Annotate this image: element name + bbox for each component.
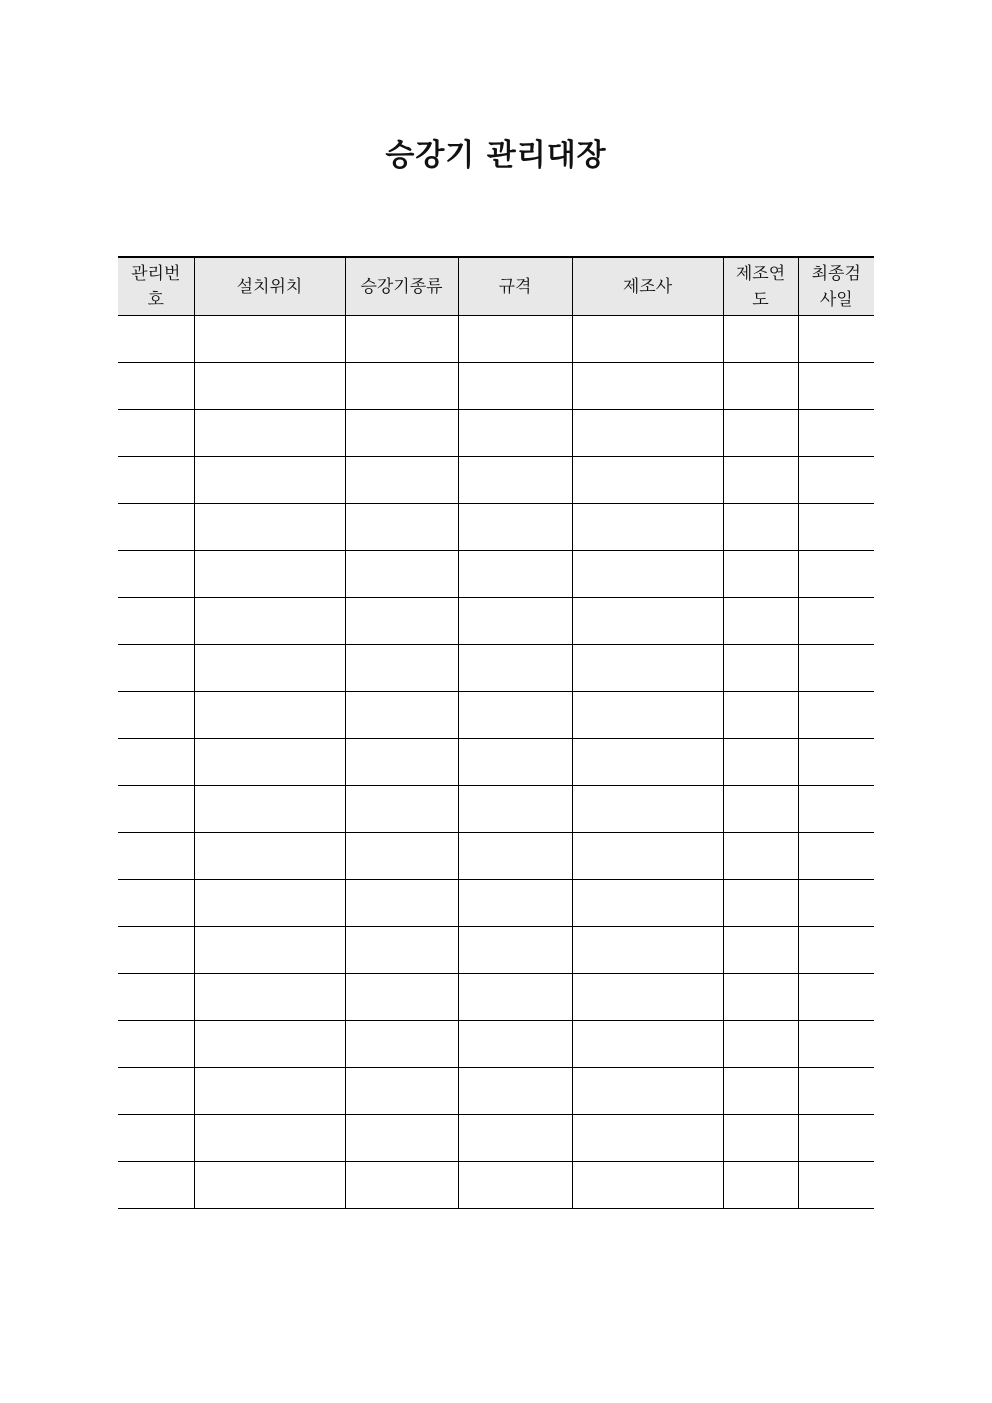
table-cell[interactable] — [345, 739, 458, 786]
table-cell[interactable] — [572, 927, 723, 974]
table-cell[interactable] — [572, 316, 723, 363]
table-cell[interactable] — [194, 645, 345, 692]
table-cell[interactable] — [458, 598, 572, 645]
table-cell[interactable] — [345, 1115, 458, 1162]
table-row — [118, 457, 874, 504]
table-cell[interactable] — [194, 316, 345, 363]
table-cell[interactable] — [723, 1021, 798, 1068]
table-row — [118, 645, 874, 692]
table-cell[interactable] — [572, 551, 723, 598]
table-cell[interactable] — [118, 974, 194, 1021]
column-header-manufacturer: 제조사 — [572, 257, 723, 316]
table-cell[interactable] — [118, 598, 194, 645]
table-cell[interactable] — [194, 1021, 345, 1068]
table-cell[interactable] — [572, 1021, 723, 1068]
table-cell[interactable] — [458, 1021, 572, 1068]
table-cell[interactable] — [345, 880, 458, 927]
column-header-management-number: 관리번호 — [118, 257, 194, 316]
table-cell[interactable] — [345, 974, 458, 1021]
table-cell[interactable] — [194, 551, 345, 598]
table-cell[interactable] — [194, 833, 345, 880]
table-row — [118, 974, 874, 1021]
table-cell[interactable] — [458, 551, 572, 598]
table-cell[interactable] — [118, 880, 194, 927]
table-cell[interactable] — [458, 363, 572, 410]
column-header-manufacture-year: 제조연도 — [723, 257, 798, 316]
table-cell[interactable] — [194, 880, 345, 927]
table-cell[interactable] — [118, 739, 194, 786]
table-cell[interactable] — [572, 974, 723, 1021]
table-cell[interactable] — [118, 410, 194, 457]
table-cell[interactable] — [798, 363, 874, 410]
table-cell[interactable] — [118, 363, 194, 410]
table-cell[interactable] — [118, 1068, 194, 1115]
table-cell[interactable] — [723, 1068, 798, 1115]
table-cell[interactable] — [723, 363, 798, 410]
table-cell[interactable] — [723, 833, 798, 880]
table-row — [118, 410, 874, 457]
page-title: 승강기 관리대장 — [385, 138, 607, 173]
table-cell[interactable] — [572, 786, 723, 833]
table-cell[interactable] — [798, 551, 874, 598]
table-cell[interactable] — [798, 1115, 874, 1162]
table-cell[interactable] — [572, 598, 723, 645]
table-cell[interactable] — [458, 833, 572, 880]
table-cell[interactable] — [194, 974, 345, 1021]
table-cell[interactable] — [723, 974, 798, 1021]
table-cell[interactable] — [723, 1115, 798, 1162]
table-cell[interactable] — [118, 692, 194, 739]
table-cell[interactable] — [723, 598, 798, 645]
table-cell[interactable] — [458, 504, 572, 551]
table-cell[interactable] — [458, 316, 572, 363]
table-row — [118, 880, 874, 927]
table-cell[interactable] — [798, 786, 874, 833]
table-cell[interactable] — [345, 645, 458, 692]
table-cell[interactable] — [798, 1162, 874, 1209]
table-cell[interactable] — [118, 1115, 194, 1162]
table-cell[interactable] — [572, 739, 723, 786]
table-cell[interactable] — [798, 410, 874, 457]
table-cell[interactable] — [572, 1115, 723, 1162]
table-row — [118, 316, 874, 363]
table-cell[interactable] — [572, 645, 723, 692]
table-cell[interactable] — [194, 410, 345, 457]
table-cell[interactable] — [194, 786, 345, 833]
table-cell[interactable] — [118, 1021, 194, 1068]
table-cell[interactable] — [572, 692, 723, 739]
table-row — [118, 504, 874, 551]
table-cell[interactable] — [458, 457, 572, 504]
table-cell[interactable] — [458, 1162, 572, 1209]
table-row — [118, 833, 874, 880]
table-cell[interactable] — [194, 457, 345, 504]
table-cell[interactable] — [194, 504, 345, 551]
table-cell[interactable] — [345, 833, 458, 880]
table-cell[interactable] — [118, 551, 194, 598]
table-cell[interactable] — [798, 1021, 874, 1068]
table-cell[interactable] — [798, 880, 874, 927]
table-cell[interactable] — [572, 363, 723, 410]
table-row — [118, 598, 874, 645]
table-cell[interactable] — [723, 739, 798, 786]
table-row — [118, 363, 874, 410]
table-cell[interactable] — [572, 457, 723, 504]
table-cell[interactable] — [798, 739, 874, 786]
column-header-elevator-type: 승강기종류 — [345, 257, 458, 316]
table-cell[interactable] — [194, 1115, 345, 1162]
table-cell[interactable] — [345, 1162, 458, 1209]
table-row — [118, 551, 874, 598]
table-cell[interactable] — [798, 692, 874, 739]
table-cell[interactable] — [798, 598, 874, 645]
table-cell[interactable] — [458, 645, 572, 692]
table-body — [118, 316, 874, 1209]
table-cell[interactable] — [345, 927, 458, 974]
column-header-installation-location: 설치위치 — [194, 257, 345, 316]
column-header-specification: 규격 — [458, 257, 572, 316]
table-cell[interactable] — [798, 457, 874, 504]
table-row — [118, 1068, 874, 1115]
table-cell[interactable] — [458, 1115, 572, 1162]
table-header — [118, 257, 874, 316]
table-row — [118, 1162, 874, 1209]
column-header-last-inspection-date: 최종검사일 — [798, 257, 874, 316]
table-cell[interactable] — [798, 316, 874, 363]
table-cell[interactable] — [723, 645, 798, 692]
table-row — [118, 739, 874, 786]
table-cell[interactable] — [723, 410, 798, 457]
table-cell[interactable] — [458, 927, 572, 974]
table-cell[interactable] — [118, 457, 194, 504]
table-row — [118, 927, 874, 974]
table-cell[interactable] — [345, 692, 458, 739]
table-cell[interactable] — [723, 1162, 798, 1209]
table-cell[interactable] — [345, 551, 458, 598]
table-cell[interactable] — [118, 645, 194, 692]
table-cell[interactable] — [194, 927, 345, 974]
table-cell[interactable] — [345, 316, 458, 363]
table-cell[interactable] — [194, 739, 345, 786]
table-cell[interactable] — [458, 880, 572, 927]
table-cell[interactable] — [572, 833, 723, 880]
table-cell[interactable] — [345, 504, 458, 551]
table-cell[interactable] — [194, 692, 345, 739]
table-cell[interactable] — [458, 739, 572, 786]
table-cell[interactable] — [798, 833, 874, 880]
table-cell[interactable] — [723, 551, 798, 598]
header-row — [118, 257, 874, 316]
table-cell[interactable] — [118, 504, 194, 551]
table-cell[interactable] — [458, 786, 572, 833]
table-cell[interactable] — [345, 457, 458, 504]
table-cell[interactable] — [798, 504, 874, 551]
table-cell[interactable] — [345, 363, 458, 410]
table-cell[interactable] — [798, 974, 874, 1021]
table-cell[interactable] — [798, 1068, 874, 1115]
table-cell[interactable] — [345, 786, 458, 833]
table-cell[interactable] — [572, 504, 723, 551]
table-row — [118, 1021, 874, 1068]
table-cell[interactable] — [194, 1068, 345, 1115]
table-cell[interactable] — [194, 363, 345, 410]
table-cell[interactable] — [345, 410, 458, 457]
table-row — [118, 1115, 874, 1162]
elevator-ledger-table — [118, 256, 874, 1209]
table-cell[interactable] — [572, 880, 723, 927]
table-cell[interactable] — [572, 1162, 723, 1209]
table-cell[interactable] — [723, 504, 798, 551]
table-cell[interactable] — [118, 1162, 194, 1209]
table-cell[interactable] — [194, 598, 345, 645]
table-cell[interactable] — [723, 880, 798, 927]
table-cell[interactable] — [723, 692, 798, 739]
table-cell[interactable] — [118, 927, 194, 974]
table-cell[interactable] — [798, 927, 874, 974]
table-row — [118, 692, 874, 739]
table-cell[interactable] — [723, 786, 798, 833]
table-row — [118, 786, 874, 833]
table-cell[interactable] — [458, 1068, 572, 1115]
table-cell[interactable] — [345, 1068, 458, 1115]
table-cell[interactable] — [118, 833, 194, 880]
table-cell[interactable] — [458, 410, 572, 457]
table-cell[interactable] — [118, 786, 194, 833]
table-cell[interactable] — [798, 645, 874, 692]
table-cell[interactable] — [723, 316, 798, 363]
table-cell[interactable] — [458, 692, 572, 739]
table-cell[interactable] — [458, 974, 572, 1021]
table-cell[interactable] — [118, 316, 194, 363]
table-cell[interactable] — [345, 1021, 458, 1068]
table-cell[interactable] — [572, 410, 723, 457]
table-cell[interactable] — [572, 1068, 723, 1115]
table-cell[interactable] — [194, 1162, 345, 1209]
table-cell[interactable] — [723, 927, 798, 974]
table-cell[interactable] — [345, 598, 458, 645]
table-cell[interactable] — [723, 457, 798, 504]
